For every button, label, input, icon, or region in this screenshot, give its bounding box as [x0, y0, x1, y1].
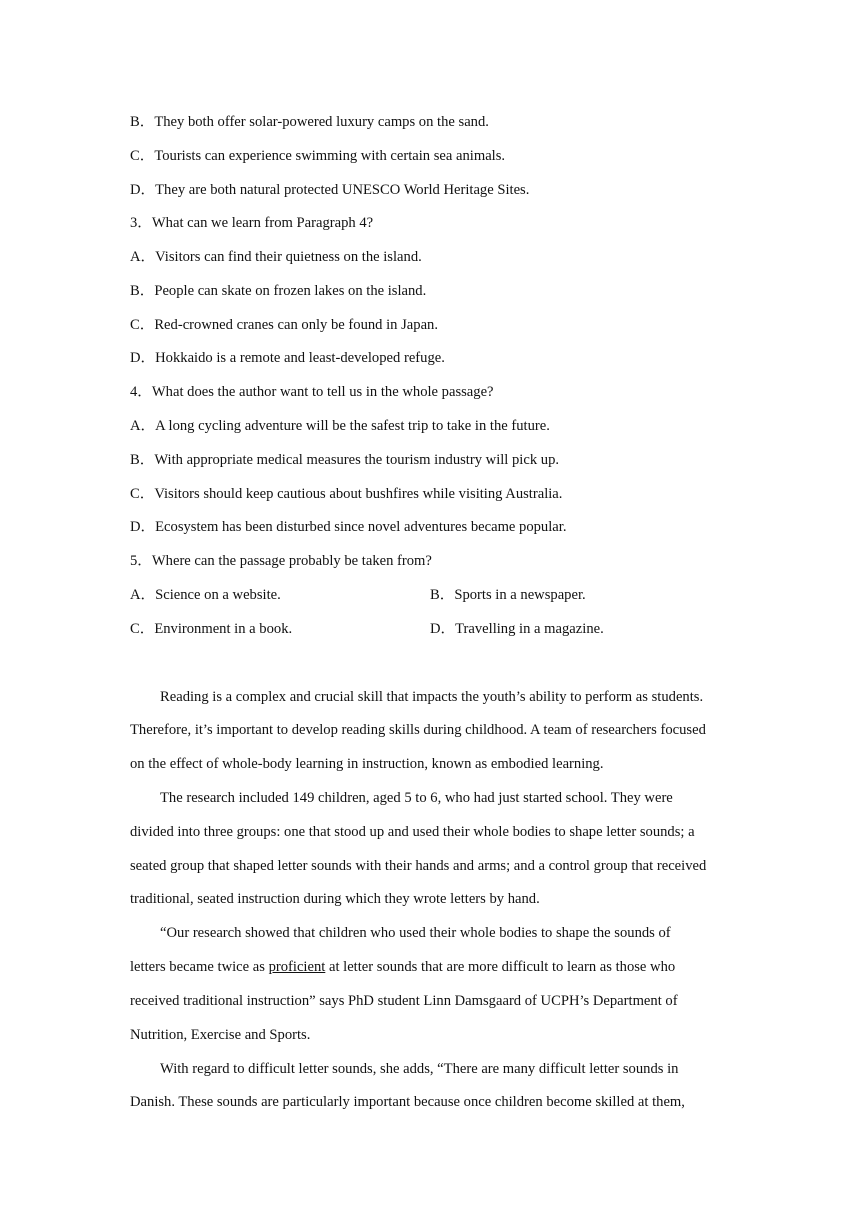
passage-p3-line3: received traditional instruction” says PhD student Linn Damsgaard of UCPH’s Department of [130, 993, 678, 1009]
q3-option-d: D．Hokkaido is a remote and least-developed refuge. [130, 350, 445, 366]
passage-p2-line3: seated group that shaped letter sounds with their hands and arms; and a control group that received [130, 858, 707, 874]
passage-p3-line1: “Our research showed that children who used their whole bodies to shape the sounds of [160, 925, 671, 941]
passage-p2-line1: The research included 149 children, aged 5 to 6, who had just started school. They were [160, 790, 673, 806]
q4-option-d: D．Ecosystem has been disturbed since novel adventures became popular. [130, 519, 567, 535]
q5-stem: 5．Where can the passage probably be taken from? [130, 553, 432, 569]
passage-p2-line2: divided into three groups: one that stood up and used their whole bodies to shape letter sounds; a [130, 824, 695, 840]
passage-p3-line2-after: at letter sounds that are more difficult to learn as those who [325, 959, 676, 975]
q2-option-d: D．They are both natural protected UNESCO World Heritage Sites. [130, 182, 530, 198]
q4-option-b: B．With appropriate medical measures the tourism industry will pick up. [130, 452, 560, 468]
q3-option-a: A．Visitors can find their quietness on the island. [130, 249, 422, 265]
q5-option-c: C．Environment in a book. [130, 621, 293, 637]
q4-option-c: C．Visitors should keep cautious about bushfires while visiting Australia. [130, 486, 563, 502]
underlined-word-proficient: proficient [268, 959, 326, 975]
q2-option-b: B．They both offer solar-powered luxury camps on the sand. [130, 114, 489, 130]
q5-option-b: B．Sports in a newspaper. [430, 587, 586, 603]
q4-option-a: A．A long cycling adventure will be the safest trip to take in the future. [130, 418, 550, 434]
passage-p4-line1: With regard to difficult letter sounds, she adds, “There are many difficult letter sounds in [160, 1061, 679, 1077]
passage-p3-line4: Nutrition, Exercise and Sports. [130, 1027, 311, 1043]
q4-stem: 4．What does the author want to tell us in the whole passage? [130, 384, 494, 400]
q5-option-d: D．Travelling in a magazine. [430, 621, 604, 637]
q3-option-c: C．Red-crowned cranes can only be found in Japan. [130, 317, 438, 333]
passage-p1-line3: on the effect of whole-body learning in instruction, known as embodied learning. [130, 756, 604, 772]
passage-p3-line2-before: letters became twice as [130, 959, 269, 975]
q3-option-b: B．People can skate on frozen lakes on the island. [130, 283, 427, 299]
q5-option-a: A．Science on a website. [130, 587, 281, 603]
passage-p2-line4: traditional, seated instruction during which they wrote letters by hand. [130, 891, 540, 907]
q3-stem: 3．What can we learn from Paragraph 4? [130, 215, 374, 231]
q2-option-c: C．Tourists can experience swimming with certain sea animals. [130, 148, 506, 164]
passage-p3-line2 [130, 957, 675, 977]
passage-p1-line1: Reading is a complex and crucial skill that impacts the youth’s ability to perform as students. [160, 689, 704, 705]
passage-p4-line2: Danish. These sounds are particularly important because once children become skilled at them, [130, 1094, 685, 1110]
passage-p1-line2: Therefore, it’s important to develop reading skills during childhood. A team of researchers focused [130, 722, 706, 738]
